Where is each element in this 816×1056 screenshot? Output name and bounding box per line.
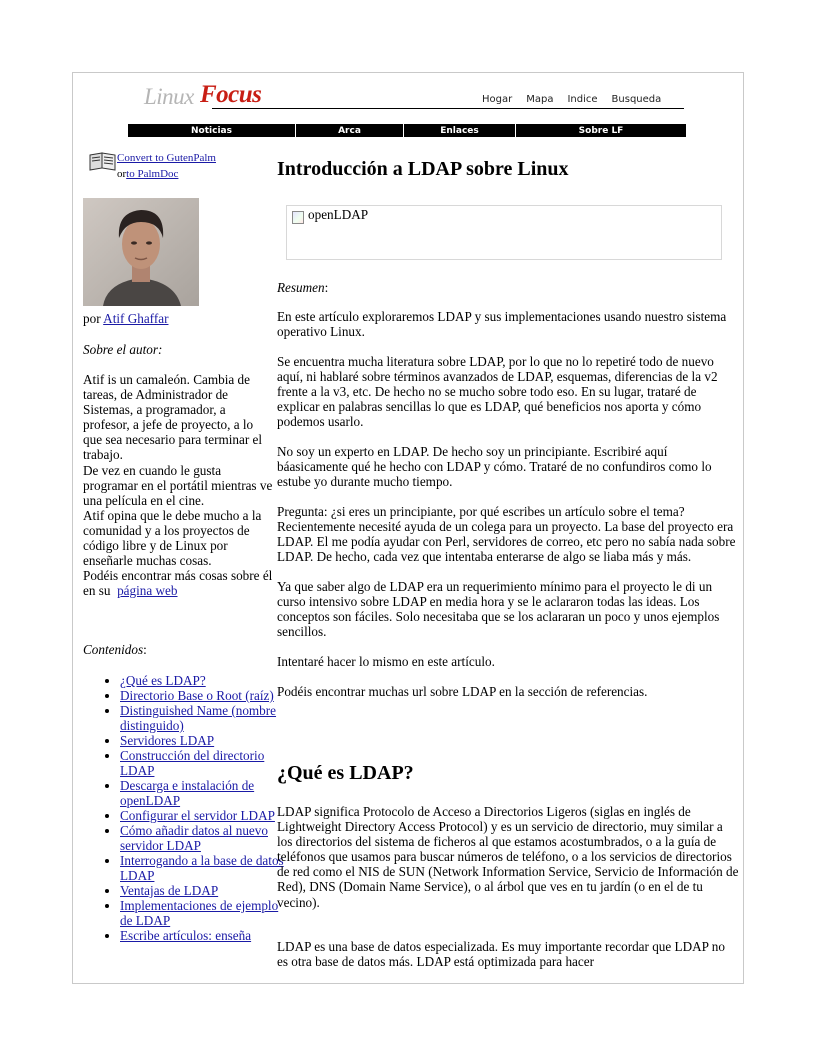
top-nav [482,94,661,105]
palmdoc-link[interactable]: to PalmDoc [126,168,179,180]
toc-link[interactable]: Ventajas de LDAP [120,883,219,898]
about-author-title: Sobre el autor: [83,342,163,357]
toc-item [120,748,292,778]
nav-sobre-lf[interactable]: Sobre LF [578,125,624,136]
bio-paragraph [83,568,275,598]
toc-link[interactable]: Descarga e instalación de openLDAP [120,778,255,808]
nav-noticias[interactable]: Noticias [128,124,296,137]
author-photo [83,198,199,306]
toc-item [120,823,292,853]
nav-hogar[interactable]: Hogar [482,94,513,105]
summary-label: Resumen: [277,280,329,295]
openldap-image-placeholder [286,205,722,260]
paragraph: No soy un experto en LDAP. De hecho soy un principiante. Escribiré aquí báasicamente qué he hecho con LDAP y cómo. Trataré de no confundiros como lo estube yo durante mucho tiempo. [277,444,712,490]
author-link[interactable]: Atif Ghaffar [103,311,169,326]
toc-link[interactable]: Cómo añadir datos al nuevo servidor LDAP [120,823,268,853]
nav-indice[interactable]: Indice [567,94,598,105]
paragraph: Se encuentra mucha literatura sobre LDAP, por lo que no lo repetiré todo de nuevo aquí, ni hablaré sobre términos avanzados de LDAP, esquemas, diferencias de la v2 frente a la v3, etc. De hecho no se mucho sobre todo eso. En su lugar, trataré de explicar en palabras sencillas lo que es LDAP, qué beneficios nos aporta y cómo podemos usarlo. [277,354,718,430]
bio-paragraph: De vez en cuando le gusta programar en el portátil mientras ve una película en el cine. [83,462,273,508]
toc-item [120,808,292,823]
image-alt-text: openLDAP [308,207,369,222]
bio-text: Podéis encontrar más cosas sobre él en su [83,568,273,599]
author-byline [83,311,168,327]
toc-link[interactable]: Configurar el servidor LDAP [120,808,275,823]
toc-item [120,778,292,808]
bio-paragraph: Atif is un camaleón. Cambia de tareas, de Administrador de Sistemas, a programador, a profesor, a jefe de proyecto, a lo que sea necesario para terminar el trabajo. [83,372,263,463]
table-of-contents [100,673,292,943]
gutenpalm-link[interactable]: Convert to GutenPalm [117,152,216,164]
homepage-link[interactable]: página web [117,583,178,599]
summary-label-text: Resumen [277,280,325,295]
palm-or-text: or [117,168,127,180]
section-nav-bar [128,124,686,137]
paragraph: LDAP es una base de datos especializada. Es muy importante recordar que LDAP no es otra base de datos más. LDAP está optimizada para hacer [277,939,725,970]
article-title: Introducción a LDAP sobre Linux [277,158,569,180]
nav-busqueda[interactable]: Busqueda [611,94,662,105]
paragraph: Podéis encontrar muchas url sobre LDAP en la sección de referencias. [277,684,648,699]
paragraph: En este artículo exploraremos LDAP y sus implementaciones usando nuestro sistema operativo Linux. [277,309,727,340]
author-bio [83,372,275,598]
logo-focus-text: Focus [200,81,262,108]
paragraph: LDAP significa Protocolo de Acceso a Directorios Ligeros (siglas en inglés de Lightweight Directory Access Protocol) y es un servicio de directorio, muy similar a los directorios del sistema de ficheros al que estamos acostumbrados, o a la guía de teléfonos que usamos para buscar números de teléfono, o a los servicios de directorios de red como el NIS de SUN (Network Information Service, Servicio de Información de Red), DNS (Domain Name Service), o al árbol que ves en tu jardín (o en el de tu vecino). [277,804,739,910]
paragraph: Ya que saber algo de LDAP era un requerimiento mínimo para el proyecto le di un curso intensivo sobre LDAP en media hora y se le aclararon todas las ideas. Los conceptos son fáciles. Solo necesitaba que se los aclararan un poco y unos ejemplos sencillos. [277,579,720,640]
toc-item [120,733,292,748]
toc-item [120,898,292,928]
toc-item [120,853,292,883]
paragraph: Intentaré hacer lo mismo en este artículo. [277,654,495,669]
toc-item [120,928,292,943]
toc-link[interactable]: Distinguished Name (nombre distinguido) [120,703,277,733]
palm-book-icon[interactable] [88,151,118,171]
paragraph: Pregunta: ¿si eres un principiante, por qué escribes un artículo sobre el tema? Recientemente necesité ayuda de un colega para un proyecto. La base del proyecto era LDAP. El me podía ayudar con Perl, servidores de correo, etc pero no sabía nada sobre LDAP. De hecho, cada vez que intentaba enterarse de algo se liaba más y más. [277,504,736,565]
toc-link[interactable]: Implementaciones de ejemplo de LDAP [120,898,279,928]
toc-link[interactable]: Construcción del directorio LDAP [120,748,265,778]
toc-item [120,703,292,733]
toc-link[interactable]: ¿Qué es LDAP? [120,673,206,688]
toc-title: Contenidos: [83,642,147,657]
bio-paragraph: Atif opina que le debe mucho a la comunidad y a los proyectos de código libre y de Linux por enseñarle muchas cosas. [83,507,262,569]
nav-mapa[interactable]: Mapa [526,94,554,105]
broken-image-icon [292,211,304,224]
logo-linux-text: Linux [144,84,194,109]
header-divider [212,108,684,109]
toc-item [120,688,292,703]
toc-link[interactable]: Escribe artículos: enseña [120,928,252,943]
palm-links [117,150,216,182]
toc-link[interactable]: Interrogando a la base de datos LDAP [120,853,284,883]
toc-title-text: Contenidos [83,642,144,657]
toc-link[interactable]: Directorio Base o Root (raíz) [120,688,274,703]
section-heading: ¿Qué es LDAP? [277,762,414,784]
toc-link[interactable]: Servidores LDAP [120,733,215,748]
nav-arca[interactable]: Arca [296,124,404,137]
nav-enlaces[interactable]: Enlaces [404,124,516,137]
by-prefix: por [83,311,101,326]
toc-item [120,883,292,898]
toc-item [120,673,292,688]
